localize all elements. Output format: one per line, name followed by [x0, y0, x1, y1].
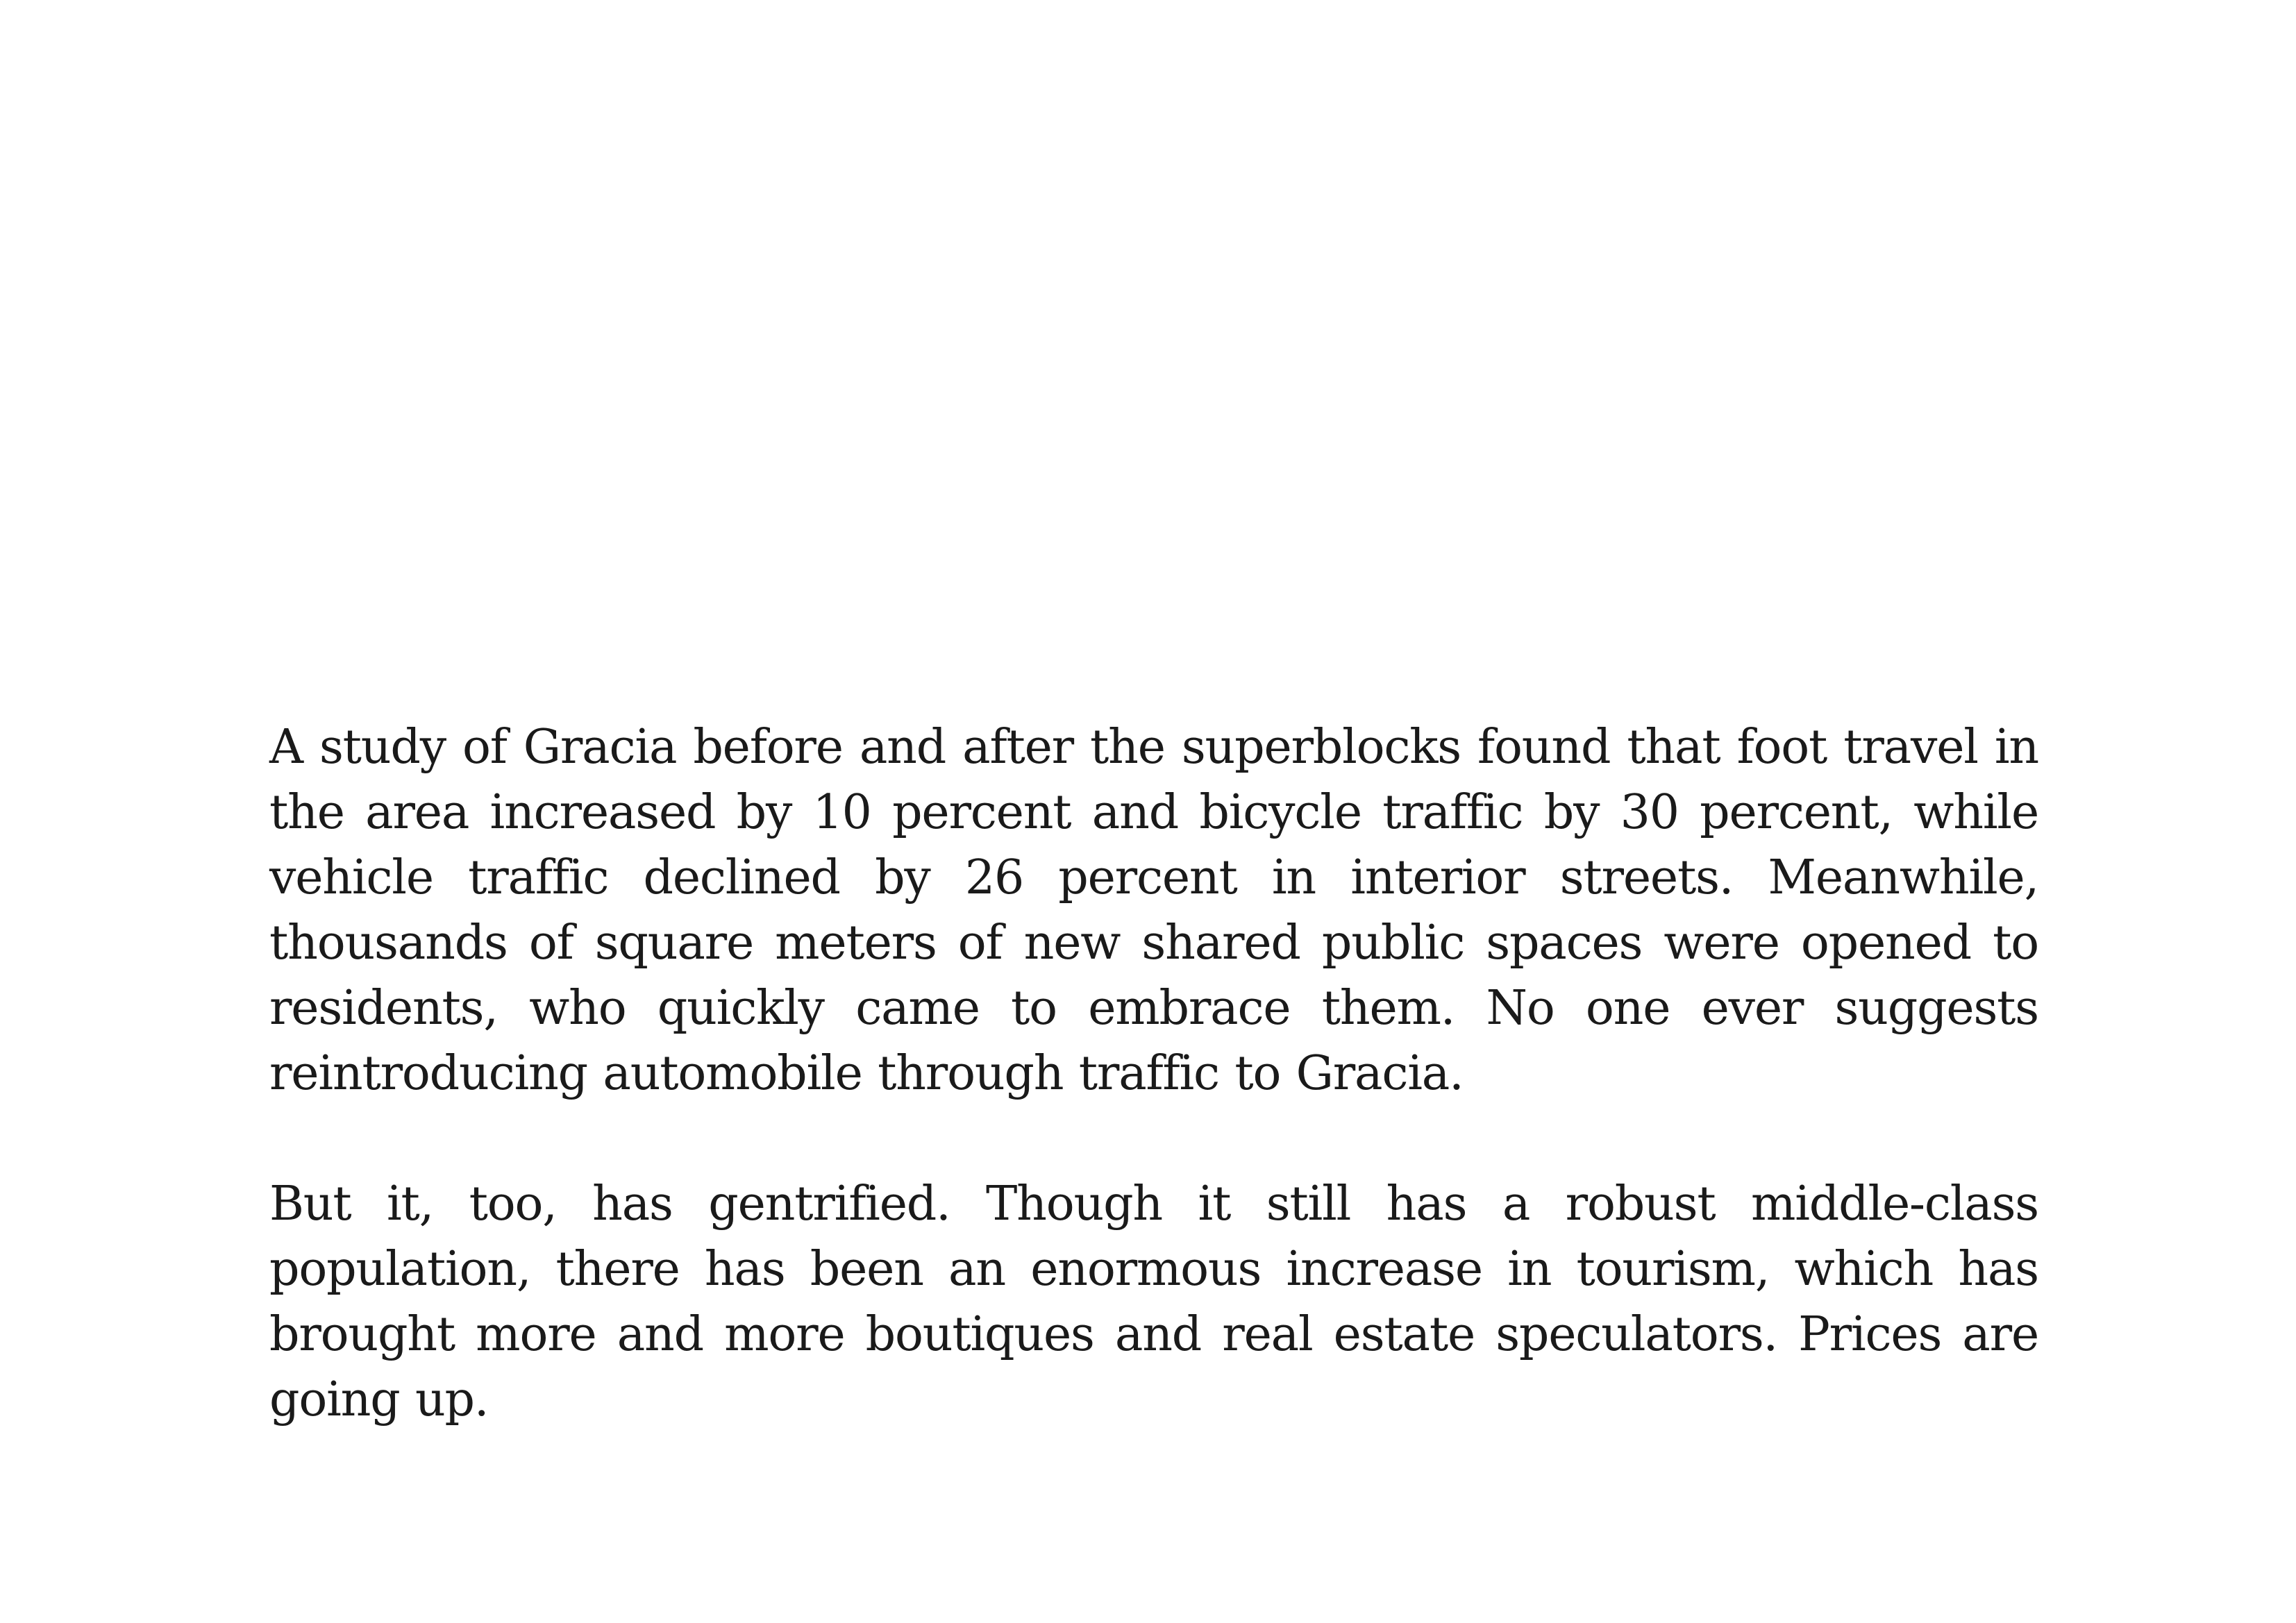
paragraph-2: But it, too, has gentrified. Though it still has a robust middle-class population, there has been an enormous increase in tourism, which has brought more and more boutiques and real estate speculators. Prices are going up.: [269, 1177, 2038, 1427]
body-text: [269, 715, 2038, 1433]
paragraph-1: A study of Gracia before and after the superblocks found that foot travel in the area increased by 10 percent and bicycle traffic by 30 percent, while vehicle traffic declined by 26 percent in interior streets. Meanwhile, thousands of square meters of new shared public spaces were opened to residents, who quickly came to embrace them. No one ever suggests reintroducing automobile through traffic to Gracia.: [269, 720, 2038, 1101]
